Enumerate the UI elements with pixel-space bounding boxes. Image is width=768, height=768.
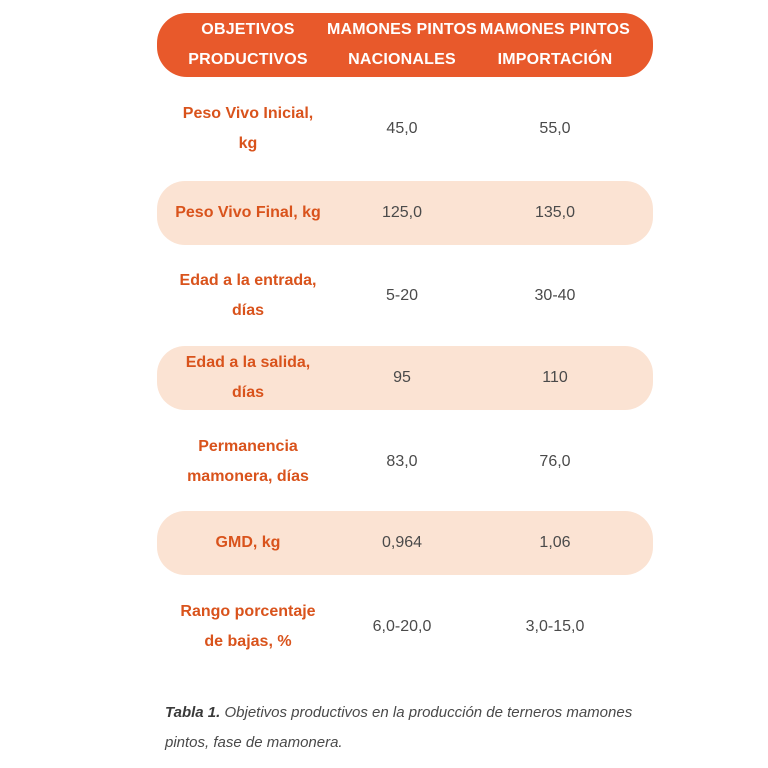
row-label: Peso Vivo Inicial, kg <box>182 105 314 152</box>
value-nacionales: 0,964 <box>381 534 423 551</box>
header-objetivos: OBJETIVOS PRODUCTIVOS <box>188 21 308 68</box>
table-row <box>157 181 653 245</box>
table-header <box>157 13 653 77</box>
value-nacionales: 125,0 <box>381 204 423 221</box>
data-table <box>157 13 653 650</box>
row-label: Rango porcentaje de bajas, % <box>180 603 316 650</box>
value-importacion: 30-40 <box>534 287 576 304</box>
table-row <box>157 264 653 328</box>
table-row <box>157 97 653 161</box>
value-importacion: 76,0 <box>539 453 571 470</box>
table-caption <box>165 698 635 758</box>
value-importacion: 1,06 <box>539 534 571 551</box>
value-importacion: 135,0 <box>534 204 576 221</box>
value-nacionales: 5-20 <box>385 287 419 304</box>
table-row <box>157 430 653 494</box>
value-importacion: 110 <box>542 369 568 386</box>
table-row <box>157 511 653 575</box>
caption-prefix: Tabla 1. <box>165 704 221 721</box>
value-importacion: 55,0 <box>539 120 571 137</box>
value-nacionales: 95 <box>393 369 411 386</box>
row-label: GMD, kg <box>215 534 281 551</box>
value-nacionales: 45,0 <box>386 120 418 137</box>
header-nacionales: MAMONES PINTOS NACIONALES <box>326 21 478 68</box>
value-nacionales: 6,0-20,0 <box>372 618 432 635</box>
row-label: Permanencia mamonera, días <box>187 438 309 485</box>
row-label: Edad a la salida, días <box>185 354 311 401</box>
table-row <box>157 595 653 659</box>
value-importacion: 3,0-15,0 <box>525 618 585 635</box>
value-nacionales: 83,0 <box>386 453 418 470</box>
caption-text: Objetivos productivos en la producción de terneros mamones pintos, fase de mamonera. <box>165 704 633 751</box>
row-label: Peso Vivo Final, kg <box>175 204 321 221</box>
header-importacion: MAMONES PINTOS IMPORTACIÓN <box>479 21 631 68</box>
table-row <box>157 346 653 410</box>
row-label: Edad a la entrada, días <box>179 272 317 319</box>
